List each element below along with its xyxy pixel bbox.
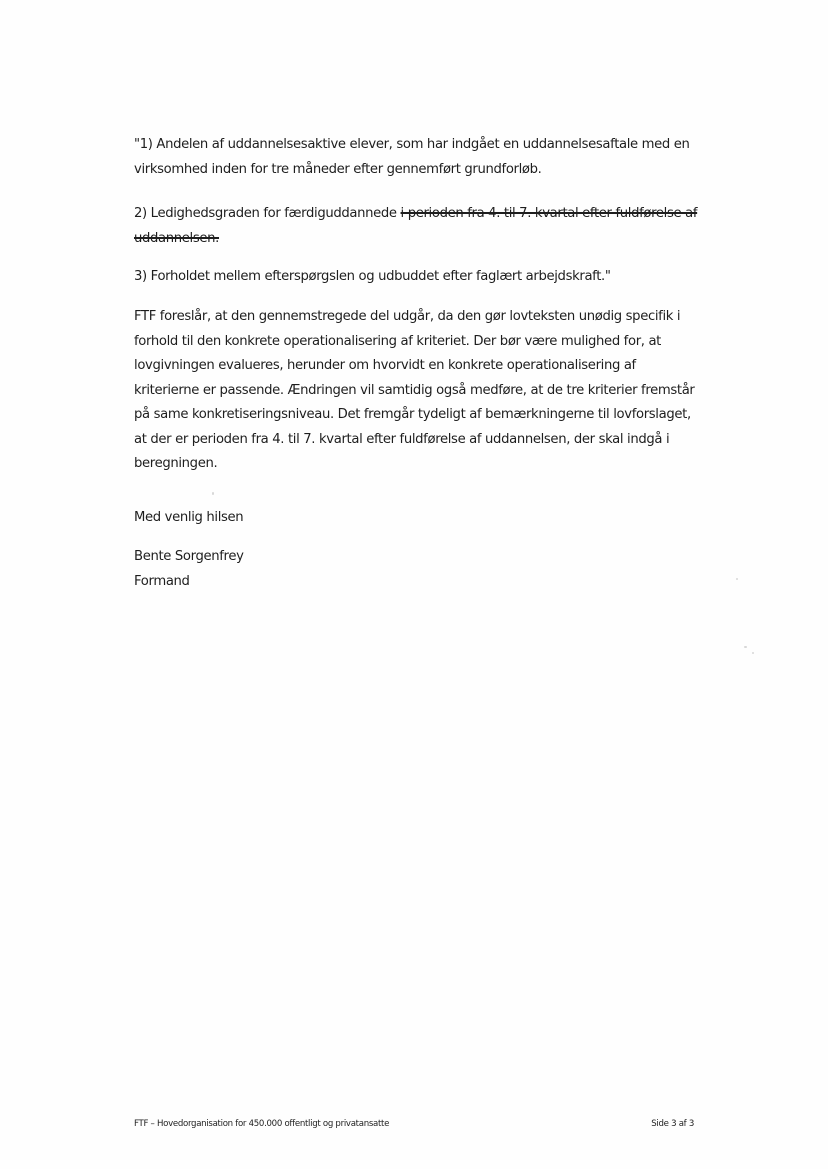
footer-page-number: Side 3 af 3	[651, 1119, 694, 1129]
scan-speck	[212, 492, 214, 495]
criterion-2-paragraph	[134, 202, 704, 251]
footer-organization: FTF – Hovedorganisation for 450.000 offentligt og privatansatte	[134, 1119, 390, 1129]
proposal-paragraph: FTF foreslår, at den gennemstregede del udgår, da den gør lovteksten unødig specifik i forhold til den konkrete operationalisering af kriteriet. Der bør være mulighed for, at lovgivningen evalueres, herunder om hvorvidt en konkrete operationalisering af kriterierne er passende. Ændringen vil samtidig også medføre, at de tre kriterier fremstår på same konkretiseringsniveau. Det fremgår tydeligt af bemærkningerne til lovforslaget, at der er perioden fra 4. til 7. kvartal efter fuldførelse af uddannelsen, der skal indgå i beregningen.	[134, 309, 695, 471]
criterion-2-kept-text: 2) Ledighedsgraden for færdiguddannede	[134, 206, 401, 221]
scan-speck	[752, 652, 754, 654]
criterion-1-paragraph: "1) Andelen af uddannelsesaktive elever, som har indgået en uddannelsesaftale med en virksomhed inden for tre måneder efter gennemført grundforløb.	[134, 137, 690, 177]
signer-title: Formand	[134, 574, 190, 589]
criterion-3-paragraph: 3) Forholdet mellem efterspørgslen og udbuddet efter faglært arbejdskraft."	[134, 269, 611, 284]
criterion-2-struck-text: i perioden fra 4. til 7. kvartal efter fuldførelse af uddannelsen.	[134, 206, 698, 246]
closing-salutation: Med venlig hilsen	[134, 510, 244, 525]
signer-name: Bente Sorgenfrey	[134, 549, 244, 564]
scan-speck	[736, 578, 738, 580]
scan-speck	[744, 646, 747, 648]
